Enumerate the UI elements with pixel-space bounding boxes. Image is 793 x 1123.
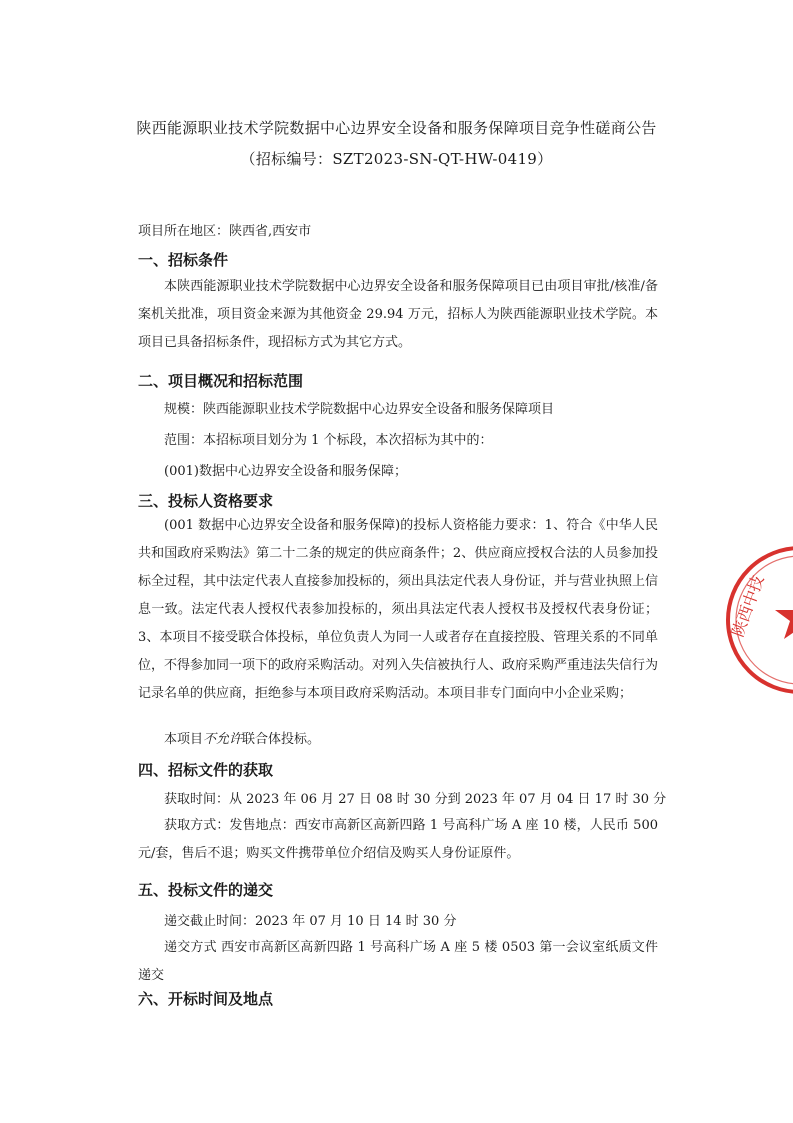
section-1-paragraph: 本陕西能源职业技术学院数据中心边界安全设备和服务保障项目已由项目审批/核准/备案机关批准，项目资金来源为其他资金 29.94 万元，招标人为陕西能源职业技术学院。本项目已具备招标条件，现招标方式为其它方式。: [138, 279, 658, 350]
project-scale: 规模：陕西能源职业技术学院数据中心边界安全设备和服务保障项目: [164, 402, 555, 417]
section-heading-3: 三、投标人资格要求: [138, 492, 274, 510]
seal-text: 陕西中技: [727, 572, 768, 640]
section-heading-1: 一、招标条件: [138, 251, 229, 269]
seal-star-icon: [775, 592, 793, 639]
submission-method: 递交方式 西安市高新区高新四路 1 号高科广场 A 座 5 楼 0503 第一会议室纸质文件递交: [138, 940, 658, 983]
consortium-note-emphasis: 不允许: [203, 732, 243, 747]
consortium-note-prefix: 本项目: [164, 732, 204, 747]
project-lot: (001)数据中心边界安全设备和服务保障；: [164, 464, 407, 479]
page-title: 陕西能源职业技术学院数据中心边界安全设备和服务保障项目竞争性磋商公告: [136, 119, 657, 137]
submission-deadline: 递交截止时间：2023 年 07 月 10 日 14 时 30 分: [164, 914, 457, 929]
tender-number: （招标编号：SZT2023-SN-QT-HW-0419）: [240, 150, 553, 168]
document-acquire-method: 获取方式：发售地点：西安市高新区高新四路 1 号高科广场 A 座 10 楼，人民币 500元/套，售后不退；购买文件携带单位介绍信及购买人身份证原件。: [138, 818, 658, 861]
document-acquire-time: 获取时间：从 2023 年 06 月 27 日 08 时 30 分到 2023 年 07 月 04 日 17 时 30 分: [164, 792, 667, 807]
project-scope: 范围：本招标项目划分为 1 个标段，本次招标为其中的：: [164, 433, 493, 448]
section-heading-6: 六、开标时间及地点: [138, 990, 274, 1008]
consortium-note-suffix: 联合体投标。: [242, 732, 321, 747]
section-heading-4: 四、招标文件的获取: [138, 761, 274, 779]
project-region: 项目所在地区：陕西省,西安市: [138, 224, 312, 239]
section-3-paragraph: (001 数据中心边界安全设备和服务保障)的投标人资格能力要求：1、符合《中华人民共和国政府采购法》第二十二条的规定的供应商条件；2、供应商应授权合法的人员参加投标全过程，其中法定代表人直接参加投标的，须出具法定代表人身份证，并与营业执照上信息一致。法定代表人授权代表参加投标的，须出具法定代表人授权书及授权代表身份证；3、本项目不接受联合体投标，单位负责人为同一人或者存在直接控股、管理关系的不同单位，不得参加同一项下的政府采购活动。对列入失信被执行人、政府采购严重违法失信行为记录名单的供应商，拒绝参与本项目政府采购活动。本项目非专门面向中小企业采购；: [138, 518, 659, 701]
official-seal: [720, 520, 793, 720]
section-heading-2: 二、项目概况和招标范围: [138, 372, 304, 390]
consortium-note: [164, 728, 320, 747]
section-heading-5: 五、投标文件的递交: [138, 881, 274, 899]
